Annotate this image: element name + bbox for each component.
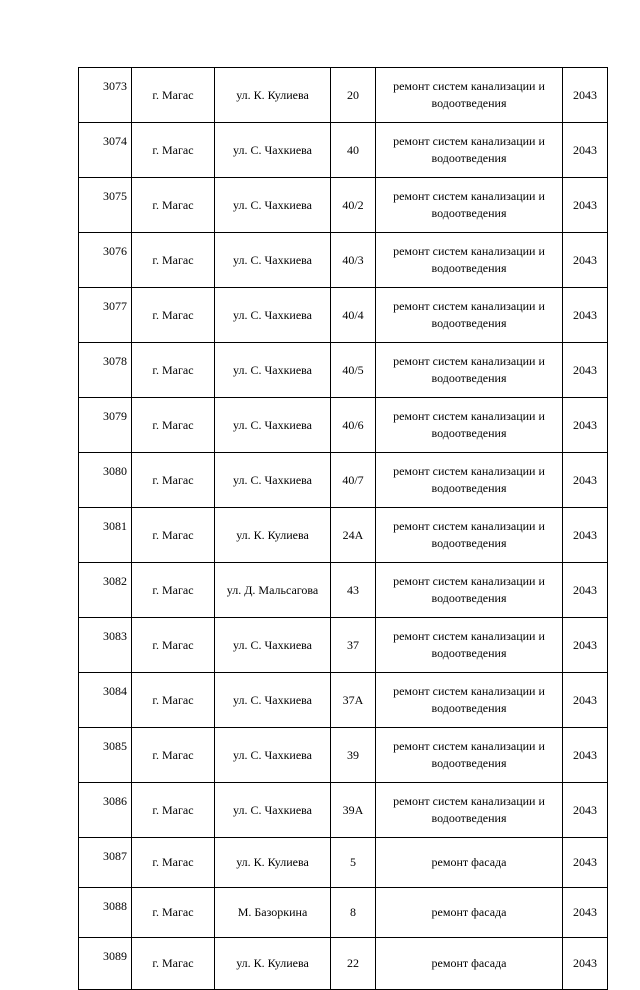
- house-number-cell: 40/6: [331, 398, 376, 453]
- year-cell: 2043: [563, 178, 608, 233]
- row-number-cell: 3077: [79, 288, 132, 343]
- row-number-cell: 3073: [79, 68, 132, 123]
- city-cell: г. Магас: [132, 838, 215, 888]
- house-number-cell: 40/4: [331, 288, 376, 343]
- year-cell: 2043: [563, 938, 608, 990]
- row-number-cell: 3079: [79, 398, 132, 453]
- year-cell: 2043: [563, 398, 608, 453]
- city-cell: г. Магас: [132, 508, 215, 563]
- city-cell: г. Магас: [132, 783, 215, 838]
- year-cell: 2043: [563, 343, 608, 398]
- street-cell: ул. С. Чахкиева: [215, 618, 331, 673]
- city-cell: г. Магас: [132, 938, 215, 990]
- table-row: [79, 343, 608, 398]
- work-type-cell: ремонт систем канализации и водоотведения: [376, 68, 563, 123]
- table-row: [79, 673, 608, 728]
- row-number-cell: 3078: [79, 343, 132, 398]
- city-cell: г. Магас: [132, 673, 215, 728]
- street-cell: ул. С. Чахкиева: [215, 728, 331, 783]
- table-row: [79, 398, 608, 453]
- table-row: [79, 233, 608, 288]
- table-row: [79, 783, 608, 838]
- street-cell: ул. С. Чахкиева: [215, 673, 331, 728]
- work-type-cell: ремонт систем канализации и водоотведения: [376, 398, 563, 453]
- year-cell: 2043: [563, 68, 608, 123]
- table-row: [79, 453, 608, 508]
- table-body: [79, 68, 608, 990]
- work-type-cell: ремонт фасада: [376, 938, 563, 990]
- street-cell: ул. С. Чахкиева: [215, 288, 331, 343]
- table-row: [79, 728, 608, 783]
- row-number-cell: 3087: [79, 838, 132, 888]
- work-type-cell: ремонт систем канализации и водоотведения: [376, 178, 563, 233]
- row-number-cell: 3074: [79, 123, 132, 178]
- table-row: [79, 68, 608, 123]
- street-cell: ул. К. Кулиева: [215, 838, 331, 888]
- year-cell: 2043: [563, 288, 608, 343]
- city-cell: г. Магас: [132, 288, 215, 343]
- row-number-cell: 3076: [79, 233, 132, 288]
- house-number-cell: 43: [331, 563, 376, 618]
- work-type-cell: ремонт систем канализации и водоотведения: [376, 618, 563, 673]
- year-cell: 2043: [563, 618, 608, 673]
- work-type-cell: ремонт фасада: [376, 888, 563, 938]
- street-cell: ул. К. Кулиева: [215, 938, 331, 990]
- table-row: [79, 123, 608, 178]
- house-number-cell: 22: [331, 938, 376, 990]
- street-cell: ул. С. Чахкиева: [215, 453, 331, 508]
- row-number-cell: 3081: [79, 508, 132, 563]
- city-cell: г. Магас: [132, 398, 215, 453]
- table-row: [79, 838, 608, 888]
- street-cell: ул. С. Чахкиева: [215, 343, 331, 398]
- table-row: [79, 888, 608, 938]
- street-cell: ул. С. Чахкиева: [215, 398, 331, 453]
- street-cell: М. Базоркина: [215, 888, 331, 938]
- street-cell: ул. С. Чахкиева: [215, 233, 331, 288]
- table-row: [79, 563, 608, 618]
- city-cell: г. Магас: [132, 343, 215, 398]
- work-type-cell: ремонт систем канализации и водоотведения: [376, 343, 563, 398]
- city-cell: г. Магас: [132, 563, 215, 618]
- year-cell: 2043: [563, 728, 608, 783]
- year-cell: 2043: [563, 783, 608, 838]
- year-cell: 2043: [563, 563, 608, 618]
- city-cell: г. Магас: [132, 618, 215, 673]
- house-number-cell: 5: [331, 838, 376, 888]
- work-type-cell: ремонт систем канализации и водоотведения: [376, 288, 563, 343]
- work-type-cell: ремонт систем канализации и водоотведения: [376, 508, 563, 563]
- row-number-cell: 3083: [79, 618, 132, 673]
- house-number-cell: 37: [331, 618, 376, 673]
- year-cell: 2043: [563, 233, 608, 288]
- street-cell: ул. С. Чахкиева: [215, 178, 331, 233]
- city-cell: г. Магас: [132, 123, 215, 178]
- work-type-cell: ремонт систем канализации и водоотведения: [376, 728, 563, 783]
- row-number-cell: 3084: [79, 673, 132, 728]
- street-cell: ул. К. Кулиева: [215, 68, 331, 123]
- table-row: [79, 938, 608, 990]
- street-cell: ул. К. Кулиева: [215, 508, 331, 563]
- row-number-cell: 3082: [79, 563, 132, 618]
- table-row: [79, 178, 608, 233]
- register-table: [78, 67, 608, 990]
- city-cell: г. Магас: [132, 233, 215, 288]
- house-number-cell: 40/2: [331, 178, 376, 233]
- house-number-cell: 40/7: [331, 453, 376, 508]
- house-number-cell: 8: [331, 888, 376, 938]
- row-number-cell: 3086: [79, 783, 132, 838]
- row-number-cell: 3088: [79, 888, 132, 938]
- row-number-cell: 3089: [79, 938, 132, 990]
- city-cell: г. Магас: [132, 453, 215, 508]
- street-cell: ул. С. Чахкиева: [215, 783, 331, 838]
- year-cell: 2043: [563, 508, 608, 563]
- house-number-cell: 39А: [331, 783, 376, 838]
- year-cell: 2043: [563, 673, 608, 728]
- city-cell: г. Магас: [132, 68, 215, 123]
- work-type-cell: ремонт систем канализации и водоотведения: [376, 563, 563, 618]
- work-type-cell: ремонт систем канализации и водоотведения: [376, 453, 563, 508]
- city-cell: г. Магас: [132, 728, 215, 783]
- year-cell: 2043: [563, 123, 608, 178]
- row-number-cell: 3085: [79, 728, 132, 783]
- work-type-cell: ремонт систем канализации и водоотведения: [376, 783, 563, 838]
- city-cell: г. Магас: [132, 178, 215, 233]
- work-type-cell: ремонт систем канализации и водоотведения: [376, 233, 563, 288]
- house-number-cell: 40/5: [331, 343, 376, 398]
- table-row: [79, 508, 608, 563]
- year-cell: 2043: [563, 838, 608, 888]
- street-cell: ул. С. Чахкиева: [215, 123, 331, 178]
- row-number-cell: 3075: [79, 178, 132, 233]
- table-row: [79, 288, 608, 343]
- house-number-cell: 20: [331, 68, 376, 123]
- street-cell: ул. Д. Мальсагова: [215, 563, 331, 618]
- work-type-cell: ремонт систем канализации и водоотведения: [376, 123, 563, 178]
- house-number-cell: 24А: [331, 508, 376, 563]
- work-type-cell: ремонт фасада: [376, 838, 563, 888]
- house-number-cell: 37А: [331, 673, 376, 728]
- row-number-cell: 3080: [79, 453, 132, 508]
- year-cell: 2043: [563, 453, 608, 508]
- work-type-cell: ремонт систем канализации и водоотведения: [376, 673, 563, 728]
- year-cell: 2043: [563, 888, 608, 938]
- house-number-cell: 39: [331, 728, 376, 783]
- city-cell: г. Магас: [132, 888, 215, 938]
- house-number-cell: 40: [331, 123, 376, 178]
- table-row: [79, 618, 608, 673]
- house-number-cell: 40/3: [331, 233, 376, 288]
